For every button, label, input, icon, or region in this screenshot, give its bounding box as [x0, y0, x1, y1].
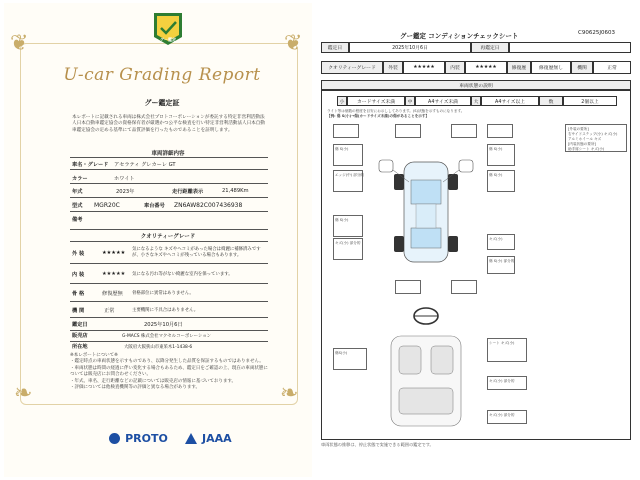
proto-logo-icon	[109, 433, 120, 444]
interior-label: 内装	[445, 61, 465, 74]
note-item: ・車両状態は時間の経過に伴い変化する場合もあるため、鑑定日をご確認の上、現在の車両状態については販売店にお問合わせください。	[70, 365, 268, 378]
car-note: エッジ(中) 部分的	[335, 173, 365, 177]
note-box	[333, 348, 367, 370]
car-note: 傷 S(小)	[335, 147, 349, 151]
side-notes-box	[565, 124, 627, 152]
note-box	[333, 170, 363, 192]
condition-check-sheet	[321, 30, 631, 450]
flourish-ornament: ❧	[280, 381, 299, 406]
note-item: ・鑑定時点の車両状態を示すものであり、以降分発生した品質を保証するものではありません。	[70, 359, 264, 365]
size-mid-desc: A4サイズ未満	[415, 96, 471, 106]
grade-frame-value: 修復歴無	[102, 291, 123, 297]
sheet-title: グー鑑定 コンディションチェックシート	[400, 32, 519, 40]
note-box	[487, 410, 527, 424]
repair-value: 修復歴無し	[531, 61, 571, 74]
jaaa-logo: JAAA	[202, 432, 232, 445]
color-value: ホワイト	[114, 176, 135, 182]
badge-label: グー鑑定	[160, 37, 176, 42]
grade-engine-desc: 主要機関に不具合はありません。	[132, 308, 199, 313]
note-box	[487, 376, 527, 390]
note-box	[333, 144, 363, 166]
year-label: 年式	[72, 189, 83, 195]
dealer-label: 販売店	[72, 333, 88, 339]
sheet-footer: 車両状態の推移は、停止状態で実施できる範囲の鑑定です。	[321, 442, 434, 447]
divider	[70, 211, 268, 212]
flourish-ornament: ❦	[10, 31, 29, 56]
remarks-label: 備考	[72, 217, 83, 223]
certificate-intro: 本レポートに記載される車両は株式会社プロトコーポレーションが委託する特定非営利活動法人日本自動車鑑定協会の資格保有者が厳選かつ公平な検査を行い特定非営利活動法人日本自動車鑑定協会の定める基準にて品質評価を行ったものであることを証明します。	[72, 115, 265, 133]
car-note: 傷 S(小)	[335, 218, 349, 222]
date-value: 2025年10月6日	[349, 42, 471, 53]
proto-logo: PROTO	[125, 432, 168, 445]
condition-title: 車両状態の説明	[321, 80, 631, 90]
grade-engine-label: 機 関	[72, 308, 85, 314]
quality-grade-label: クオリティーグレード	[321, 61, 383, 74]
divider	[70, 241, 268, 242]
divider	[70, 183, 268, 184]
grade-exterior-label: 外 装	[72, 251, 85, 257]
note-box	[487, 124, 513, 138]
car-note: 傷 S(小) 部分的	[489, 259, 515, 263]
divider	[70, 317, 268, 318]
address-label: 所在地	[72, 344, 88, 350]
car-note: シート キズ(小)	[489, 341, 515, 345]
dealer-value: G-MACS 株式会社マクセルコーポレーション	[122, 334, 212, 339]
model-value: MGR20C	[94, 202, 120, 209]
goo-appraisal-badge	[150, 11, 186, 47]
report-script-title: U-car Grading Report	[63, 65, 261, 85]
legend-line-2: 【例: 傷 S(小)→傷(カードサイズ未満)の傷があることを示す】	[327, 114, 430, 118]
color-label: カラー	[72, 176, 88, 182]
car-note: キズ(小) 部分的	[489, 379, 515, 383]
grade-exterior-stars: ★★★★★	[102, 250, 126, 256]
grade-interior-desc: 気になる汚れ等がない綺麗な室内を保っています。	[132, 272, 233, 277]
car-note: 傷 S(小)	[489, 173, 503, 177]
note-box	[487, 256, 515, 274]
year-value: 2023年	[116, 189, 135, 195]
grading-certificate	[4, 3, 312, 477]
legend-line-1: ライト等は個数の程度を目安にお示ししてあります。(S)状態を示すものになります。	[327, 109, 465, 113]
car-note: キズ(小) 部分的	[335, 241, 361, 245]
size-small-label: 小	[337, 96, 347, 106]
divider	[70, 197, 268, 198]
grade-section-title: クオリティーグレード	[140, 234, 196, 240]
car-diagram	[369, 140, 483, 440]
size-large-label: 大	[471, 96, 481, 106]
date-label: 鑑定日	[321, 42, 349, 53]
vin-label: 車台番号	[144, 203, 165, 209]
reappraisal-value	[509, 42, 631, 53]
car-note: 傷S(小)	[335, 351, 348, 355]
divider	[70, 229, 268, 230]
size-large-desc: A4サイズ以上	[481, 96, 539, 106]
certificate-subtitle: グー鑑定証	[144, 99, 180, 107]
report-notes	[70, 353, 270, 391]
repair-label: 修復歴	[507, 61, 531, 74]
sheet-serial: C90625J0603	[578, 30, 615, 36]
side-note: 助手席シート キズ(小)	[568, 147, 605, 151]
grade-frame-label: 骨 格	[72, 291, 85, 297]
engine-value: 正常	[593, 61, 631, 74]
reappraisal-label: 再鑑定日	[471, 42, 509, 53]
name-value: アセラティ グレカーレ GT	[114, 162, 176, 168]
note-box	[333, 124, 359, 138]
jaaa-logo-icon	[185, 433, 197, 444]
note-box	[487, 170, 515, 192]
address-value: 大阪府大阪狭山市東茱木1-1438-6	[124, 345, 193, 350]
size-small-desc: カードサイズ未満	[347, 96, 405, 106]
side-note: 右サイドステップ(小) キズ(小)	[568, 132, 618, 136]
flourish-ornament: ❦	[284, 31, 303, 56]
note-box	[487, 234, 515, 250]
note-box	[451, 124, 477, 138]
car-note: 傷 S(小)	[489, 147, 503, 151]
engine-label: 機関	[571, 61, 593, 74]
count-label: 数	[539, 96, 563, 106]
size-mid-label: 中	[405, 96, 415, 106]
appraisal-date-label: 鑑定日	[72, 322, 88, 328]
divider	[70, 301, 268, 302]
logo-row	[109, 428, 232, 447]
note-box	[395, 124, 421, 138]
vehicle-section-title: 車両詳細内容	[151, 151, 185, 157]
note-item: ・年式、車名、走行距離などの記載については販売店の情報に基づいております。	[70, 378, 237, 384]
name-label: 車名・グレード	[72, 162, 109, 168]
grade-frame-desc: 骨格部位に異常はありません。	[132, 291, 194, 296]
grade-engine-value: 正常	[104, 308, 115, 314]
note-box	[487, 144, 515, 166]
grade-exterior-desc: 気になるような キズやヘコミがあった場合は綺麗に補修済みですが、小さなキズやヘコミが残っている場合もあります。	[132, 247, 261, 258]
vin-value: ZN6AW82C007436938	[174, 202, 243, 209]
note-box	[333, 238, 363, 260]
interior-stars: ★★★★★	[465, 61, 507, 74]
divider	[70, 157, 268, 158]
side-note: [内装状態の要所]	[568, 142, 596, 146]
note-box	[487, 338, 527, 362]
flourish-ornament: ❧	[14, 381, 33, 406]
mileage-label: 走行距離表示	[172, 189, 204, 195]
notes-title: ※本レポートについて※	[70, 353, 118, 358]
appraisal-date-value: 2025年10月6日	[144, 322, 183, 328]
mileage-value: 21,489Km	[222, 188, 249, 194]
side-note: [外装の要所]	[568, 127, 589, 131]
exterior-stars: ★★★★★	[403, 61, 445, 74]
car-note: キズ(小) 部分的	[489, 413, 515, 417]
divider	[70, 330, 268, 331]
note-box	[333, 215, 363, 237]
model-label: 型式	[72, 203, 83, 209]
divider	[70, 341, 268, 342]
divider	[70, 283, 268, 284]
note-item: ・評価については他検査機関等の評価と異なる場合があります。	[70, 385, 201, 391]
divider	[70, 263, 268, 264]
side-note: アルミホイール キズ	[568, 137, 602, 141]
divider	[70, 169, 268, 170]
count-value: 2個以上	[563, 96, 617, 106]
grade-interior-label: 内 装	[72, 272, 85, 278]
car-note: キズ(小)	[489, 237, 503, 241]
grade-interior-stars: ★★★★★	[102, 271, 126, 277]
exterior-label: 外装	[383, 61, 403, 74]
